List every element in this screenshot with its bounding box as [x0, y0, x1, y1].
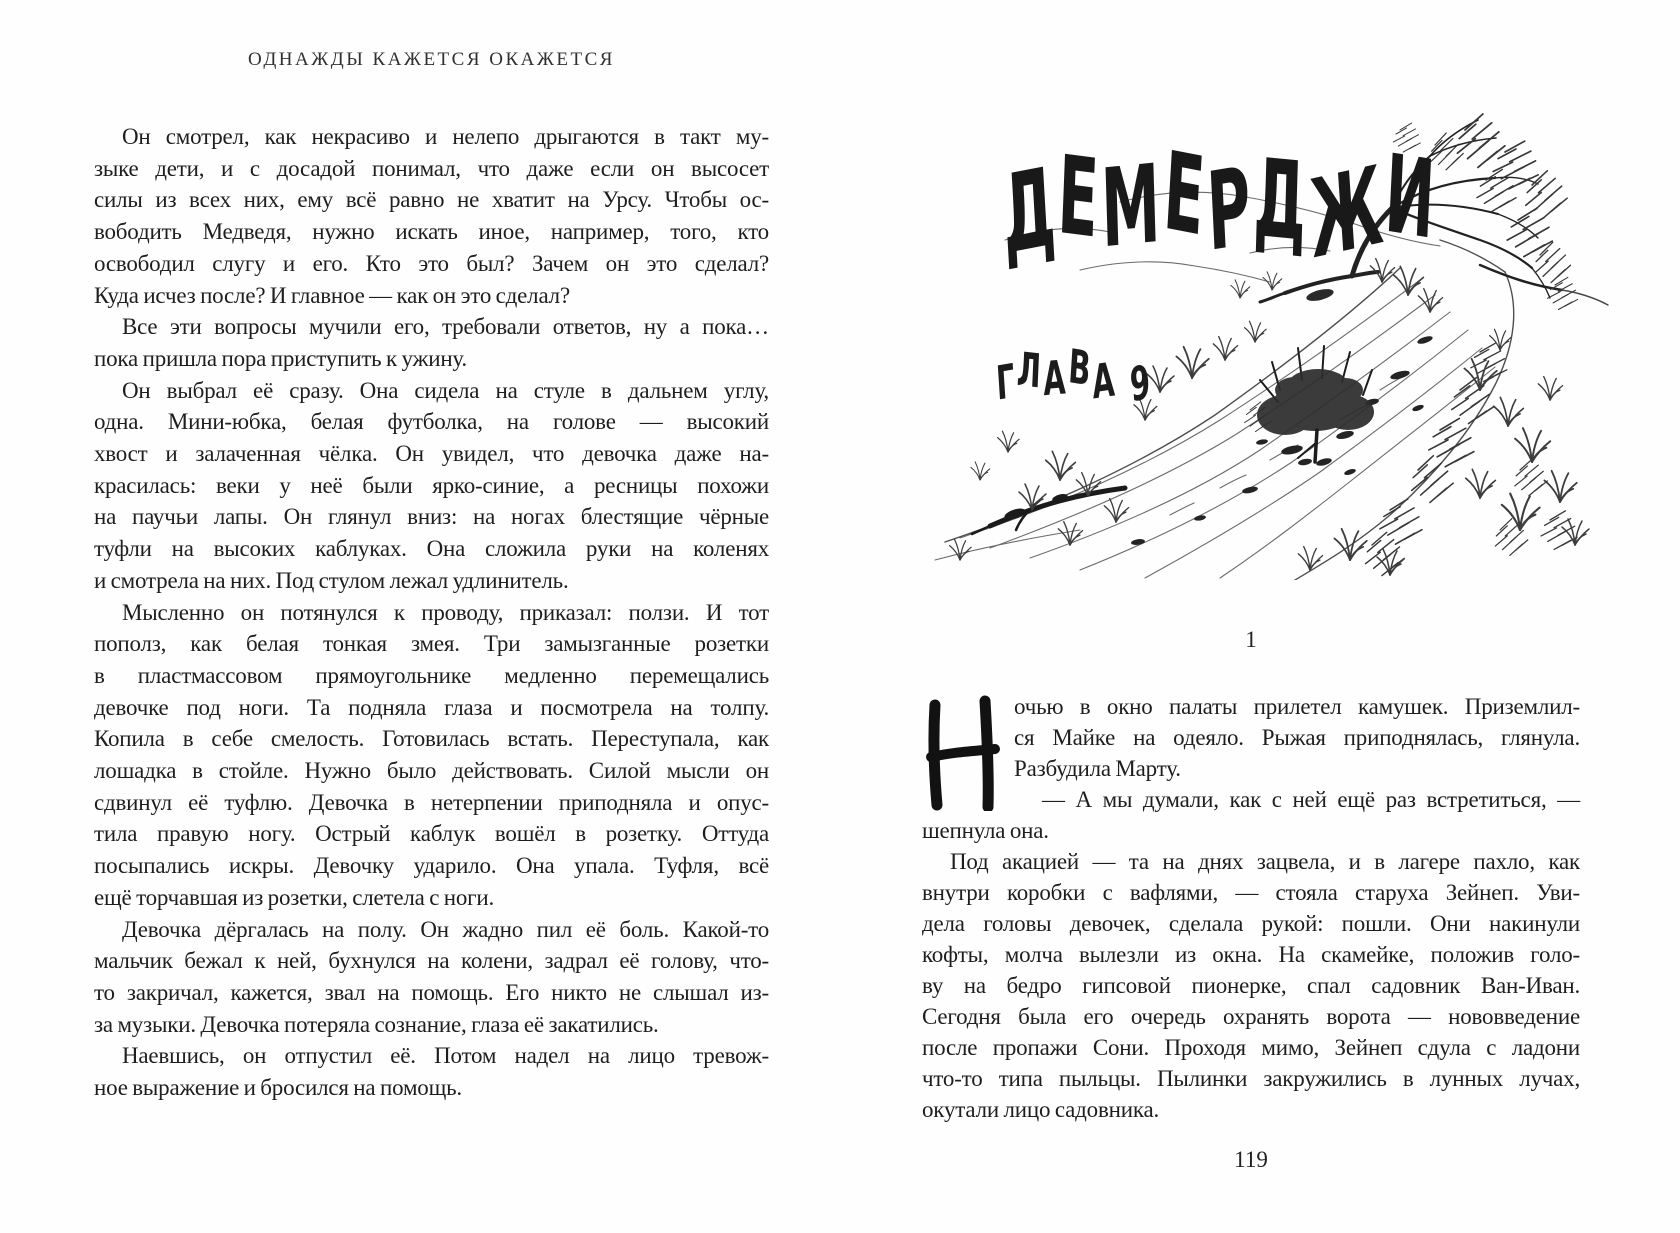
text-line: после пропажи Сони. Проходя мимо, Зейнеп сдула с ладони [922, 1035, 1580, 1060]
hand-letter: Д [998, 142, 1062, 279]
text-line: за музыки. Девочка потеряла сознание, глаза её закатились. [94, 1011, 659, 1037]
illustration-path [945, 240, 1514, 580]
text-line: Разбудила Марту. [1014, 756, 1181, 781]
text-line: то закричал, кажется, звал на помощь. Его никто не слышал из- [94, 979, 769, 1005]
text-line: Под акацией — та на днях зацвела, и в лагере пахло, как [950, 849, 1580, 874]
text-line: силы из всех них, ему всё равно не хватит на Урсу. Чтобы ос- [94, 187, 769, 213]
text-line: — А мы думали, как с ней ещё раз встретиться, — [1042, 787, 1580, 812]
running-header: ОДНАЖДЫ КАЖЕТСЯ ОКАЖЕТСЯ [248, 49, 615, 70]
text-line: Копила в себе смелость. Готовилась встать. Переступала, как [94, 726, 769, 752]
text-line: Наевшись, он отпустил её. Потом надел на лицо тревож- [122, 1043, 769, 1069]
chapter-title [998, 127, 1441, 283]
text-line: туфли на высоких каблуках. Она сложила руки на коленях [94, 536, 769, 562]
text-line: хвост и залаченная чёлка. Он увидел, что девочка даже на- [94, 441, 769, 467]
text-line: тила правую ногу. Острый каблук вошёл в розетку. Оттуда [94, 821, 769, 847]
text-line: Он смотрел, как некрасиво и нелепо дрыгаются в такт му- [122, 124, 769, 149]
text-line: Девочка дёргалась на полу. Он жадно пил её боль. Какой-то [122, 916, 769, 942]
illustration-branch [972, 488, 1125, 534]
text-line: дела головы девочек, сделала рукой: пошли. Они накинули [922, 911, 1580, 936]
page-number: 119 [1234, 1147, 1268, 1172]
drop-cap-glyph [922, 695, 1002, 811]
hand-letter: Ж [1306, 140, 1390, 283]
text-line: на паучьи лапы. Он глянул вниз: на ногах блестящие чёрные [94, 504, 769, 530]
text-line: мальчик бежал к ней, бухнулся на колени, задрал её голову, что- [94, 948, 769, 974]
text-line: в пластмассовом прямоугольнике медленно перемещались [94, 662, 769, 688]
hand-letter: М [1099, 140, 1166, 272]
left-page-body [94, 121, 769, 1104]
text-line: окутали лицо садовника. [922, 1097, 1160, 1122]
hand-letter [1116, 347, 1130, 401]
hand-letter: Е [1055, 131, 1105, 263]
section-number: 1 [1245, 627, 1257, 652]
text-line: девочке под ноги. Та подняла глаза и посмотрела на толпу. [94, 694, 769, 720]
text-line: освободил слугу и его. Кто это был? Зачем он это сделал? [94, 250, 769, 276]
text-line: ное выражение и бросился на помощь. [94, 1075, 462, 1101]
text-line: что-то типа пыльцы. Пылинки закружились в лунных лучах, [922, 1066, 1580, 1091]
text-line: пополз, как белая тонкая змея. Три замызганные розетки [94, 631, 769, 657]
text-line: и смотрела на них. Под стулом лежал удлинитель. [94, 567, 569, 593]
hand-letter: Р [1204, 142, 1257, 276]
text-line: Куда исчез после? И главное — как он это сделал? [94, 282, 570, 308]
text-line: одна. Мини-юбка, белая футболка, на голове — высокий [94, 409, 769, 435]
text-line: Он выбрал её сразу. Она сидела на стуле в дальнем углу, [122, 377, 769, 403]
text-line: ву на бедро гипсовой пионерке, спал садовник Ван-Иван. [922, 973, 1580, 998]
hand-letter: Д [1252, 134, 1312, 266]
text-line: ся Майке на одеяло. Рыжая приподнялась, глянула. [1014, 725, 1580, 750]
hand-letter: И [1382, 130, 1441, 264]
text-line: шепнула она. [922, 818, 1049, 843]
right-page-body [922, 691, 1580, 1125]
text-line: Мысленно он потянулся к проводу, приказал: ползи. И тот [122, 599, 769, 625]
hand-letter: В [1066, 340, 1095, 398]
text-line: красилась: веки у неё были ярко-синие, а ресницы похожи [94, 472, 769, 498]
hand-letter: А [1091, 353, 1119, 411]
text-line: Сегодня была его очередь охранять ворота — нововведение [922, 1004, 1580, 1029]
text-line: очью в окно палаты прилетел камушек. Приземлил- [1014, 694, 1580, 719]
text-line: вободить Медведя, нужно искать иное, например, того, кто [94, 219, 769, 245]
text-line: кофты, молча вылезли из окна. На скамейке, положив голо- [922, 942, 1580, 967]
text-line: ещё торчавшая из розетки, слетела с ноги. [94, 884, 495, 910]
text-line: зыке дети, и с досадой понимал, что даже если он высосет [94, 155, 769, 181]
hand-letter: Е [1160, 127, 1212, 261]
text-line: лошадка в стойле. Нужно было действовать. Силой мысли он [94, 758, 769, 784]
hand-letter: Г [994, 354, 1019, 412]
text-line: пока пришла пора приступить к ужину. [94, 345, 467, 371]
text-line: сдвинул её туфлю. Девочка в нетерпении приподняла и опус- [94, 789, 769, 815]
text-line: посыпались искры. Девочку ударило. Она упала. Туфля, всё [94, 853, 769, 879]
hand-letter: А [1042, 351, 1069, 407]
hand-letter: Л [1015, 343, 1045, 400]
drop-cap [922, 695, 1014, 813]
text-line: Все эти вопросы мучили его, требовали ответов, ну а пока… [122, 314, 769, 340]
text-line: внутри коробки с вафлями, — стояла старуха Зейнеп. Уви- [922, 880, 1580, 905]
chapter-number [994, 340, 1155, 414]
hand-letter: 9 [1127, 355, 1155, 414]
